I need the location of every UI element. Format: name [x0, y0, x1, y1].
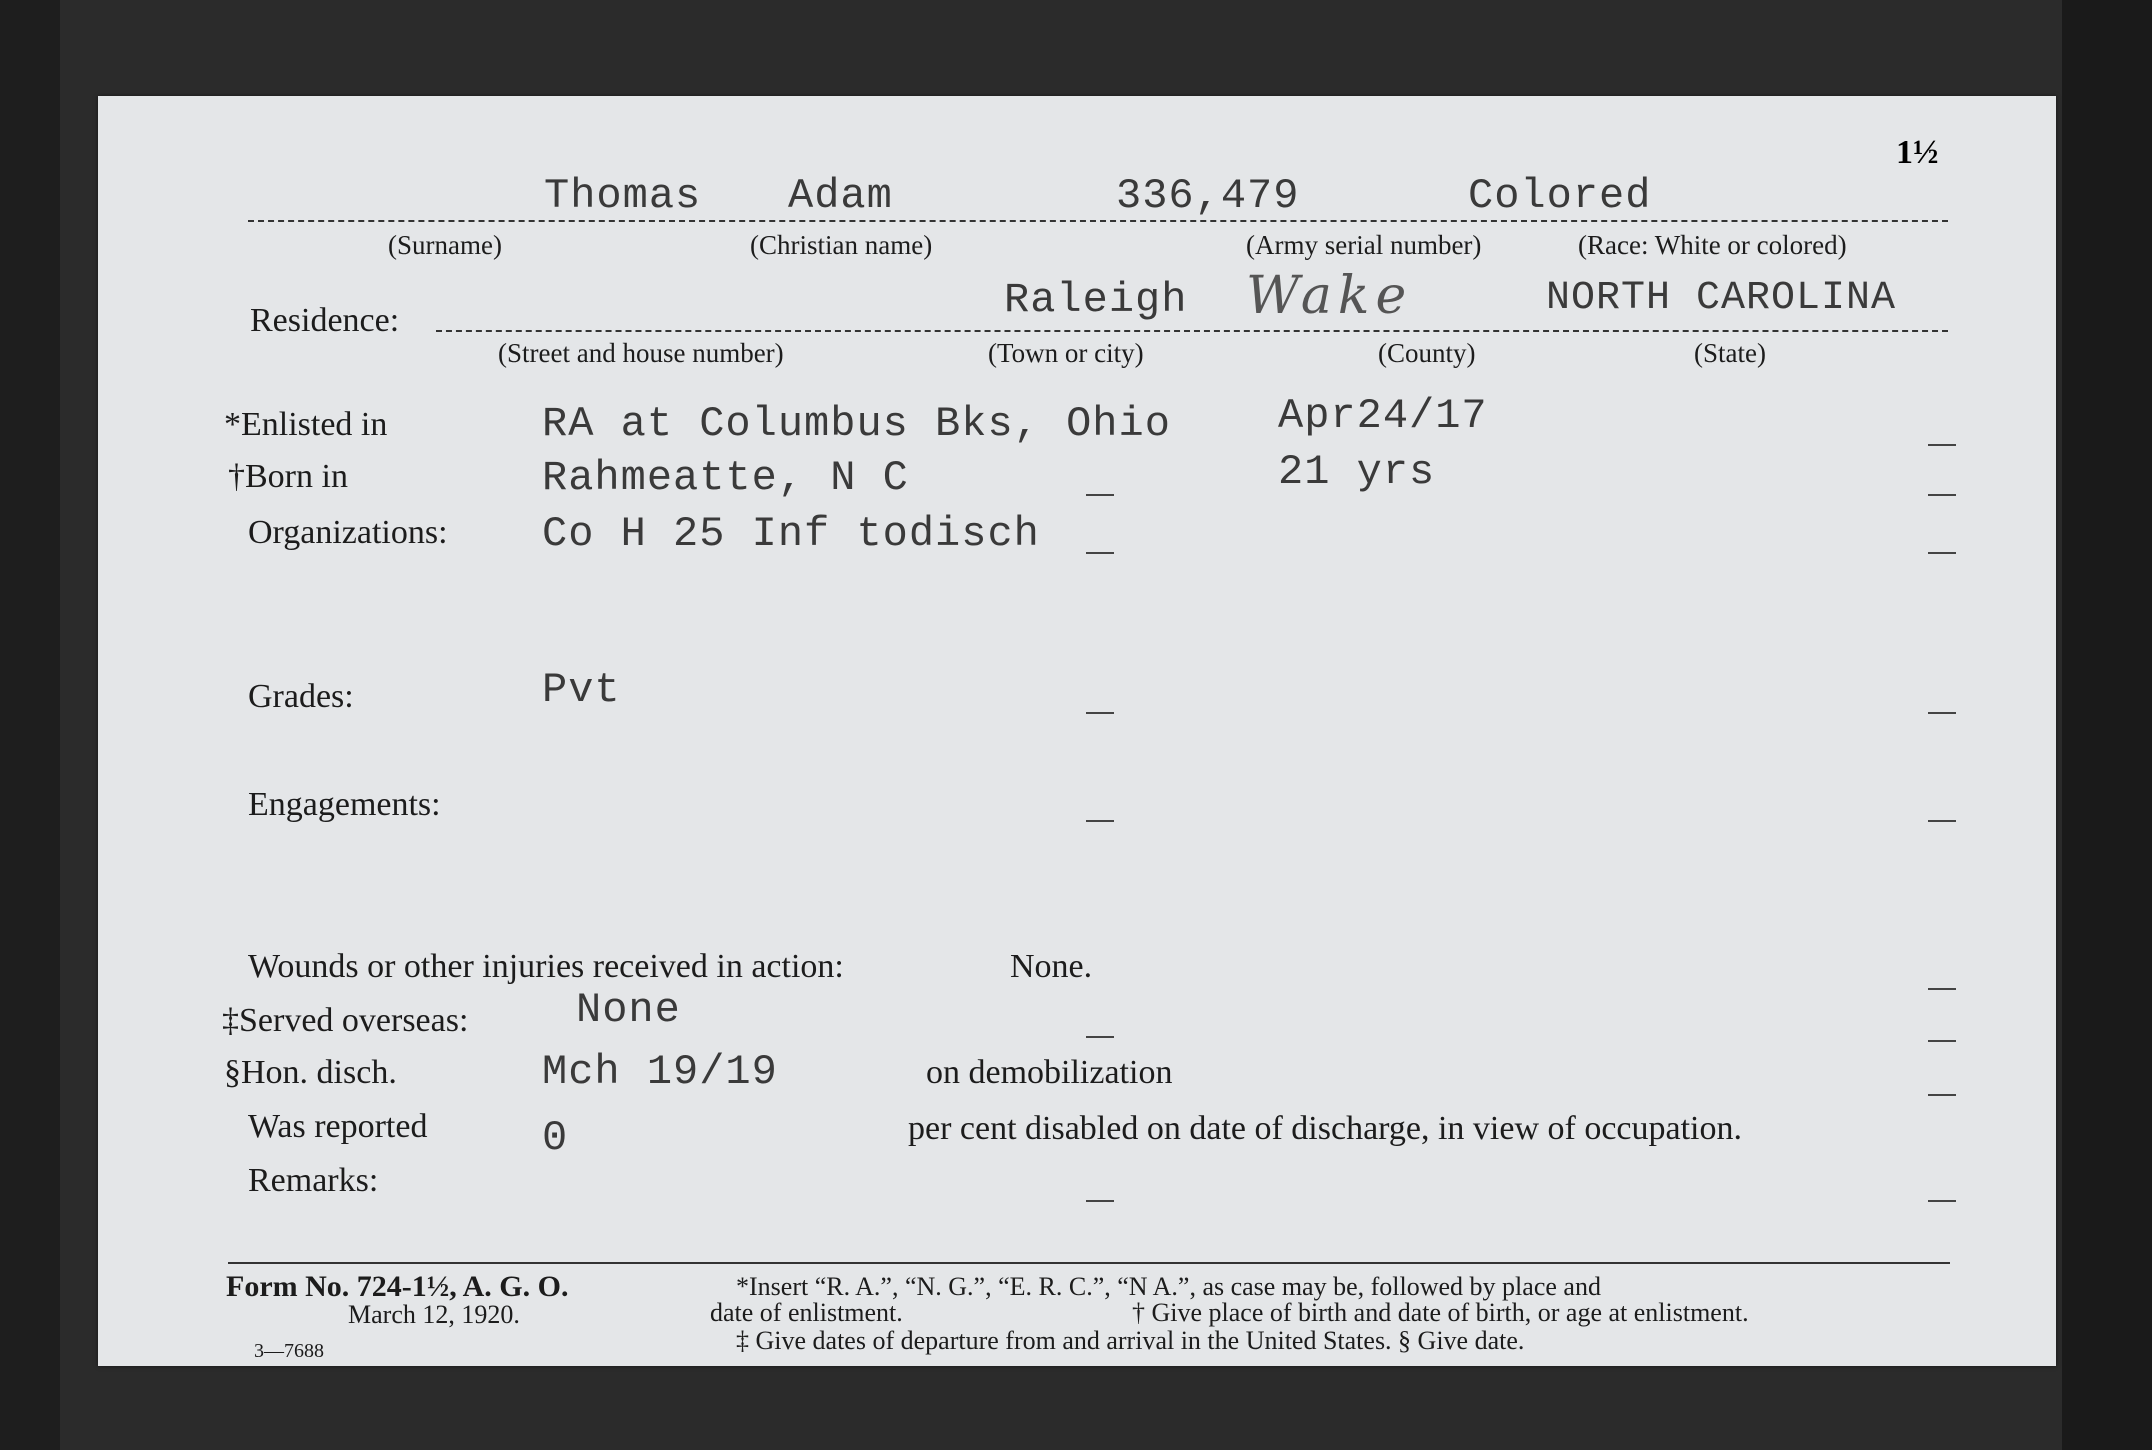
was-reported-value: 0 — [542, 1114, 569, 1162]
served-overseas-label: ‡Served overseas: — [222, 1002, 469, 1039]
footer-rule — [228, 1262, 1950, 1264]
dash-mark — [1928, 988, 1956, 990]
dash-mark — [1086, 552, 1114, 554]
caption-street: (Street and house number) — [498, 338, 784, 368]
remarks-label: Remarks: — [248, 1162, 379, 1199]
born-age: 21 yrs — [1278, 448, 1436, 496]
caption-christian-name: (Christian name) — [750, 230, 933, 260]
dash-mark — [1928, 1200, 1956, 1202]
footnote-insert: *Insert “R. A.”, “N. G.”, “E. R. C.”, “N A.”, as case may be, followed by place and — [736, 1272, 1601, 1301]
dash-mark — [1928, 712, 1956, 714]
form-date: March 12, 1920. — [348, 1300, 520, 1329]
dash-mark — [1086, 494, 1114, 496]
grades-label: Grades: — [248, 678, 354, 715]
born-label: †Born in — [228, 458, 348, 495]
organizations-label: Organizations: — [248, 514, 448, 551]
residence-label: Residence: — [250, 302, 400, 339]
organizations-value: Co H 25 Inf todisch — [542, 510, 1040, 558]
residence-state-value: NORTH CAROLINA — [1546, 276, 1897, 321]
print-code: 3—7688 — [254, 1340, 324, 1362]
header-dotted-line — [248, 220, 1948, 222]
residence-town-value: Raleigh — [1004, 276, 1188, 324]
card-corner-number: 1½ — [1896, 134, 1939, 171]
wounds-label: Wounds or other injuries received in action: — [248, 948, 844, 985]
caption-town: (Town or city) — [988, 338, 1144, 368]
caption-state: (State) — [1694, 338, 1766, 368]
dash-mark — [1928, 1040, 1956, 1042]
surname-value: Thomas — [544, 172, 702, 220]
scan-border-left — [0, 0, 60, 1450]
service-record-card — [98, 96, 2056, 1366]
caption-surname: (Surname) — [388, 230, 502, 260]
hon-disch-note: on demobilization — [926, 1054, 1173, 1091]
caption-county: (County) — [1378, 338, 1476, 368]
grades-value: Pvt — [542, 666, 621, 714]
wounds-value: None. — [1010, 948, 1093, 985]
dash-mark — [1086, 820, 1114, 822]
footnote-overseas: ‡ Give dates of departure from and arrival in the United States. § Give date. — [736, 1326, 1525, 1355]
dash-mark — [1928, 552, 1956, 554]
dash-mark — [1928, 444, 1956, 446]
caption-race: (Race: White or colored) — [1578, 230, 1847, 260]
served-overseas-value: None — [576, 986, 681, 1034]
dash-mark — [1928, 494, 1956, 496]
was-reported-label: Was reported — [248, 1108, 428, 1145]
serial-number-value: 336,479 — [1116, 172, 1300, 220]
dash-mark — [1928, 1094, 1956, 1096]
enlisted-date: Apr24/17 — [1278, 392, 1488, 440]
hon-disch-label: §Hon. disch. — [224, 1054, 397, 1091]
engagements-label: Engagements: — [248, 786, 441, 823]
footnote-insert-cont: date of enlistment. — [710, 1298, 903, 1327]
was-reported-note: per cent disabled on date of discharge, in view of occupation. — [908, 1110, 1742, 1147]
dash-mark — [1086, 1036, 1114, 1038]
residence-county-value: Wake — [1246, 266, 1413, 326]
dash-mark — [1086, 1200, 1114, 1202]
caption-serial-number: (Army serial number) — [1246, 230, 1482, 260]
christian-name-value: Adam — [788, 172, 893, 220]
enlisted-value: RA at Columbus Bks, Ohio — [542, 400, 1171, 448]
dash-mark — [1928, 820, 1956, 822]
scan-border-right — [2062, 0, 2152, 1450]
enlisted-label: *Enlisted in — [224, 406, 388, 443]
hon-disch-value: Mch 19/19 — [542, 1048, 778, 1096]
race-value: Colored — [1468, 172, 1652, 220]
born-value: Rahmeatte, N C — [542, 454, 909, 502]
dash-mark — [1086, 712, 1114, 714]
residence-dotted-line — [436, 330, 1948, 332]
footnote-birth: † Give place of birth and date of birth, or age at enlistment. — [1132, 1298, 1749, 1327]
form-number: Form No. 724-1½, A. G. O. — [226, 1270, 569, 1303]
